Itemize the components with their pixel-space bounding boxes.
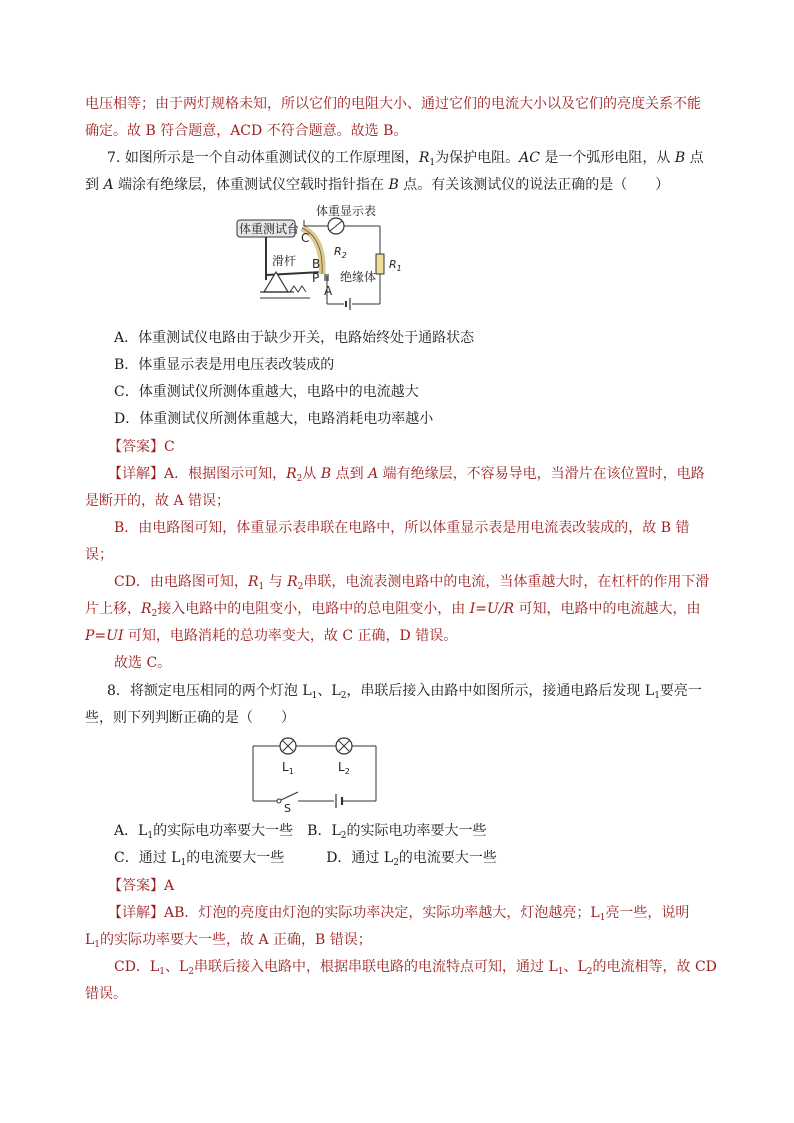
q8-answer: 【答案】A: [108, 878, 175, 894]
q7-detail-line3: B．由电路图可知，体重显示表串联在电路中，所以体重显示表是用电流表改装成的，故 B 错: [114, 520, 690, 536]
label-r2: $R_2$: [334, 245, 347, 260]
label-r1: $R_1$: [389, 258, 402, 273]
q8-detail-line2: $L_1$的实际功率要大一些，故 A 正确，B 错误；: [85, 932, 372, 950]
q7-option-c: C．体重测试仪所测体重越大，电路中的电流越大: [114, 384, 419, 400]
q7-option-a: A．体重测试仪电路由于缺少开关，电路始终处于通路状态: [114, 330, 475, 346]
q8-options-cd: [114, 848, 497, 868]
q7-circuit-figure: [232, 200, 412, 316]
switch-contact: [277, 799, 281, 803]
q7-stem-line1: 7. 如图所示是一个自动体重测试仪的工作原理图，$R_1$为保护电阻。AC 是一个弧形电阻，从 B 点: [107, 150, 704, 168]
q7-detail-line2: 是断开的，故 A 错误；: [85, 493, 231, 509]
q8-option-a: A．$L_1$的实际电功率要大一些: [114, 823, 294, 841]
label-b: B: [312, 257, 321, 271]
prev-explanation-line2: 确定。故 B 符合题意，ACD 不符合题意。故选 B。: [85, 123, 408, 139]
q7-stem-line2: 到 A 端涂有绝缘层，体重测试仪空载时指针指在 B 点。有关该测试仪的说法正确的是（ ）: [85, 177, 670, 193]
q8-detail-line1: 【详解】AB．灯泡的亮度由灯泡的实际功率决定，实际功率越大，灯泡越亮；$L_1$亮一些，说明: [108, 905, 690, 923]
q7-detail-line6: 片上移，$R_2$接入电路中的电阻变小，电路中的总电阻变小，由 I=U/R 可知，电路中的电流越大，由: [85, 601, 701, 619]
rod-label: 滑杆: [272, 254, 297, 268]
lamp-l1: [280, 738, 296, 754]
label-a: A: [324, 284, 333, 298]
q7-detail-line7: P=UI 可知，电路消耗的总功率变大，故 C 正确，D 错误。: [85, 628, 458, 644]
q7-conclusion: 故选 C。: [114, 655, 172, 671]
q8-stem-line1: 8．将额定电压相同的两个灯泡 $L_1$、$L_2$，串联后接入由路中如图所示，接通电路后发现 $L_1$要亮一: [107, 683, 702, 701]
lamp-l2: [336, 738, 352, 754]
resistor-r1: [376, 254, 384, 274]
switch-blade: [281, 792, 298, 800]
label-s: S: [284, 802, 291, 812]
q8-detail-line4: 错误。: [85, 986, 127, 1002]
label-l1: $L_1$: [282, 760, 294, 776]
q8-option-b: B．$L_2$的实际电功率要大一些: [307, 823, 487, 841]
spring: [290, 286, 306, 292]
q7-option-b: B．体重显示表是用电压表改装成的: [114, 357, 335, 373]
label-l2: $L_2$: [338, 760, 350, 776]
q8-option-d: D．通过 $L_2$的电流要大一些: [326, 850, 497, 868]
q8-options-ab: [114, 821, 486, 841]
meter-label: 体重显示表: [316, 204, 377, 218]
q8-option-c: C．通过 $L_1$的电流要大一些: [114, 850, 285, 868]
platform-label: 体重测试台: [239, 222, 300, 236]
q7-answer: 【答案】C: [108, 439, 175, 455]
q8-circuit-figure: [250, 732, 382, 812]
label-c: C: [301, 231, 310, 245]
q8-stem-line2: 些，则下列判断正确的是（ ）: [85, 710, 295, 726]
q7-detail-line4: 误；: [85, 547, 113, 563]
q7-detail-line5: CD．由电路图可知，$R_1$ 与 $R_2$串联，电流表测电路中的电流，当体重越大时，在杠杆的作用下滑: [114, 574, 710, 592]
prev-explanation-line1: 电压相等；由于两灯规格未知，所以它们的电阻大小、通过它们的电流大小以及它们的亮度关系不能: [85, 96, 701, 112]
q7-option-d: D．体重测试仪所测体重越大，电路消耗电功率越小: [114, 411, 434, 427]
label-p: P: [312, 271, 320, 285]
q8-detail-line3: CD．$L_1$、$L_2$串联后接入电路中，根据串联电路的电流特点可知，通过 $L_1$、$L_2$的电流相等，故 CD: [114, 959, 717, 977]
q7-detail-line1: 【详解】A．根据图示可知，$R_2$从 B 点到 A 端有绝缘层，不容易导电，当滑片在该位置时，电路: [108, 466, 705, 484]
insulation-label: 绝缘体: [340, 270, 377, 284]
